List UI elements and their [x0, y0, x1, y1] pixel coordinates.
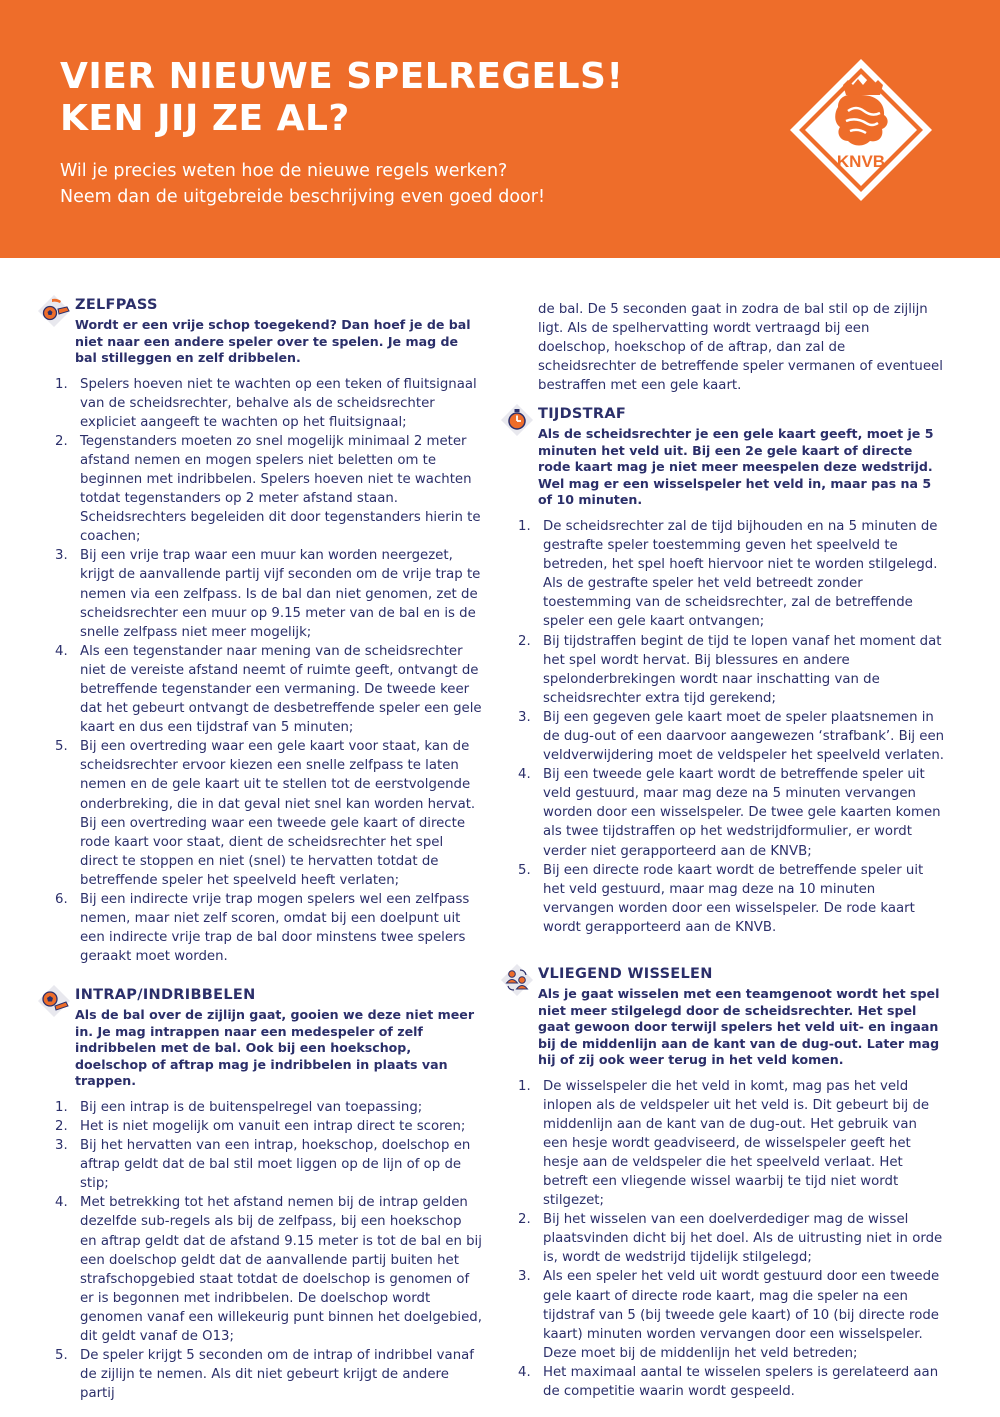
- list-item: 3. Bij een vrije trap waar een muur kan worden neergezet, krijgt de aanvallende partij vijf seconden om de vrije trap te nemen via een zelfpass. Is de bal dan niet genomen, zet de scheidsrechter een muur op 9.15 meter van de bal en is de snelle zelfpass niet meer mogelijk;: [55, 548, 481, 640]
- section-tijdstraf: [500, 405, 945, 937]
- section-title: TIJDSTRAF: [538, 406, 627, 423]
- section-intro: Als je gaat wisselen met een teamgenoot wordt het spel niet meer stilgelegd door de scheidsrechter. Het spel gaat gewoon door terwijl spelers het veld uit- en ingaan bij de middenlijn aan de kant van de dug-out. Later mag hij of zij ook weer terug in het veld komen.: [538, 986, 940, 1068]
- list-item: 4. Bij een tweede gele kaart wordt de betreffende speler uit veld gestuurd, maar mag deze na 5 minuten vervangen worden door een wisselspeler. De twee gele kaarten komen als twee tijdstraffen op het wedstrijdformulier, er wordt verder niet gerapporteerd aan de KNVB;: [518, 767, 941, 859]
- list-item: 2. Bij het wisselen van een doelverdediger mag de wissel plaatsvinden dicht bij het doel. Als de uitrusting niet in orde is, wordt de wedstrijd tijdelijk stilgelegd;: [518, 1212, 943, 1266]
- section-intro: Als de bal over de zijlijn gaat, gooien we deze niet meer in. Je mag intrappen naar een medespeler of zelf indribbelen met de bal. Ook bij een hoekschop, doelschop of aftrap mag je indribbelen in plaats van trappen.: [75, 1007, 475, 1089]
- section-title: VLIEGEND WISSELEN: [538, 966, 713, 983]
- rules-list: [518, 517, 945, 937]
- rules-list: [55, 1098, 482, 1404]
- left-column: [37, 296, 482, 1417]
- header-banner: [0, 0, 1000, 258]
- section-zelfpass: [37, 296, 482, 966]
- logo-text: KNVB: [836, 152, 886, 171]
- list-item: 1. Spelers hoeven niet te wachten op een teken of fluitsignaal van de scheidsrechter, behalve als de scheidsrechter expliciet aangeeft te wachten op het fluitsignaal;: [55, 376, 477, 430]
- section-intrap: [37, 986, 482, 1403]
- list-item: 6. Bij een indirecte vrije trap mogen spelers wel een zelfpass nemen, maar niet zelf scoren, omdat bij een doelpunt uit een indirecte vrije trap de bal door minstens twee spelers geraakt moet worden.: [55, 892, 470, 965]
- section-title: INTRAP/INDRIBBELEN: [75, 987, 256, 1004]
- list-item: 2. Tegenstanders moeten zo snel mogelijk minimaal 2 meter afstand nemen en mogen spelers niet beletten om te beginnen met indribbelen. Spelers hoeven niet te wachten totdat tegenstanders op 2 meter afstand staan. Scheidsrechters begeleiden dit door tegenstanders hierin te coachen;: [55, 433, 481, 545]
- list-item: 3. Bij het hervatten van een intrap, hoekschop, doelschop en aftrap geldt dat de bal stil moet liggen op de lijn of op de stip;: [55, 1138, 471, 1192]
- list-item: 4. Als een tegenstander naar mening van de scheidsrechter niet de vereiste afstand neemt of ruimte geeft, ontvangt de betreffende tegenstander een vermaning. De tweede keer dat het gebeurt ontvangt de desbetreffende speler een gele kaart en dus een tijdstraf van 5 minuten;: [55, 643, 482, 736]
- continued-text: de bal. De 5 seconden gaat in zodra de bal stil op de zijlijn ligt. Als de spelhervatting wordt vertraagd bij een doelschop, hoekschop of de aftrap, dan zal de scheidsrechter de betreffende speler vermanen of eventueel bestraffen met een gele kaart.: [538, 302, 943, 394]
- list-item: 5. De speler krijgt 5 seconden om de intrap of indribbel vanaf de zijlijn te nemen. Als dit niet gebeurt krijgt de andere partij: [55, 1348, 474, 1402]
- list-item: 3. Bij een gegeven gele kaart moet de speler plaatsnemen in de dug-out of een daarvoor aangewezen ‘strafbank’. Bij een veldverwijdering moet de veldspeler het speelveld verlaten.: [518, 709, 945, 764]
- rules-list: [518, 1077, 945, 1402]
- list-item: 5. Bij een directe rode kaart wordt de betreffende speler uit het veld gestuurd, maar mag deze na 10 minuten vervangen worden door een wisselspeler. De rode kaart wordt gerapporteerd aan de KNVB.: [518, 862, 924, 935]
- right-column: [500, 300, 945, 1415]
- stopwatch-icon: [500, 403, 534, 437]
- section-intro: Wordt er een vrije schop toegekend? Dan hoef je de bal niet naar een andere speler over te spelen. Je mag de bal stilleggen en zelf dribbelen.: [75, 317, 471, 365]
- free-kick-icon: [37, 294, 71, 328]
- substitution-icon: [500, 963, 534, 997]
- list-item: 1. Bij een intrap is de buitenspelregel van toepassing;: [55, 1099, 423, 1115]
- section-vliegend-wisselen: [500, 965, 945, 1401]
- title-line-2: KEN JIJ ZE AL?: [60, 98, 350, 139]
- section-intro: Als de scheidsrechter je een gele kaart geeft, moet je 5 minuten het veld uit. Bij een 2e gele kaart of directe rode kaart mag je niet meer meespelen deze wedstrijd. Wel mag er een wisselspeler het veld in, maar pas na 5 of 10 minuten.: [538, 426, 934, 508]
- subtitle-line-1: Wil je precies weten hoe de nieuwe regels werken?: [60, 161, 508, 181]
- list-item: 2. Het is niet mogelijk om vanuit een intrap direct te scoren;: [55, 1119, 466, 1134]
- list-item: 4. Het maximaal aantal te wisselen spelers is gerelateerd aan de competitie waarin wordt gespeeld.: [518, 1364, 939, 1400]
- throw-in-icon: [37, 984, 71, 1018]
- rules-list: [55, 375, 482, 967]
- list-item: 4. Met betrekking tot het afstand nemen bij de intrap gelden dezelfde sub-regels als bij de zelfpass, bij een hoekschop en aftrap geldt dat de afstand 9.15 meter is tot de bal en bij een doelschop geldt dat de aanvallende partij buiten het strafschopgebied staat totdat de doelschop is genomen of er is begonnen met indribbelen. De doelschop wordt genomen vanaf een willekeurig punt binnen het doelgebied, dit geldt vanaf de O13;: [55, 1195, 482, 1345]
- list-item: 5. Bij een overtreding waar een gele kaart voor staat, kan de scheidsrechter ervoor kiezen een snelle zelfpass te laten nemen en de gele kaart uit te stellen tot de eerstvolgende onderbreking, die in dat geval niet snel kan worden hervat. Bij een overtreding waar een tweede gele kaart of directe rode kaart voor staat, dient de scheidsrechter het spel direct te stoppen en niet (snel) te hervatten totdat de betreffende speler het speelveld heeft verlaten;: [55, 739, 476, 888]
- subtitle-line-2: Neem dan de uitgebreide beschrijving even goed door!: [60, 187, 545, 207]
- knvb-logo: [786, 55, 936, 205]
- page-title: [60, 56, 623, 140]
- page-subtitle: [60, 158, 545, 210]
- list-item: 1. De scheidsrechter zal de tijd bijhouden en na 5 minuten de gestrafte speler toestemming geven het speelveld te betreden, het spel hoeft hiervoor niet te worden stilgelegd. Als de gestrafte speler het veld betreedt zonder toestemming van de scheidsrechter, zal de betreffende speler een gele kaart ontvangen;: [518, 518, 938, 630]
- list-item: 1. De wisselspeler die het veld in komt, mag pas het veld inlopen als de veldspeler uit het veld is. Dit gebeurt bij de middenlijn aan de kant van de dug-out. Het gebruik van een hesje wordt geadviseerd, de wisselspeler geeft het hesje aan de veldspeler die het speelveld verlaat. Het betreft een vliegende wissel waarbij te tijd niet wordt stilgezet;: [518, 1078, 930, 1209]
- title-line-1: VIER NIEUWE SPELREGELS!: [60, 56, 624, 97]
- section-title: ZELFPASS: [75, 297, 158, 313]
- list-item: 3. Als een speler het veld uit wordt gestuurd door een tweede gele kaart of directe rode kaart, mag die speler na een tijdstraf van 5 (bij tweede gele kaart) of 10 (bij directe rode kaart) minuten worden vervangen door een wisselspeler. Deze moet bij de middenlijn het veld betreden;: [518, 1269, 940, 1361]
- list-item: 2. Bij tijdstraffen begint de tijd te lopen vanaf het moment dat het spel wordt hervat. Bij blessures en andere spelonderbrekingen wordt naar inschatting van de scheidsrechter extra tijd gerekend;: [518, 633, 942, 706]
